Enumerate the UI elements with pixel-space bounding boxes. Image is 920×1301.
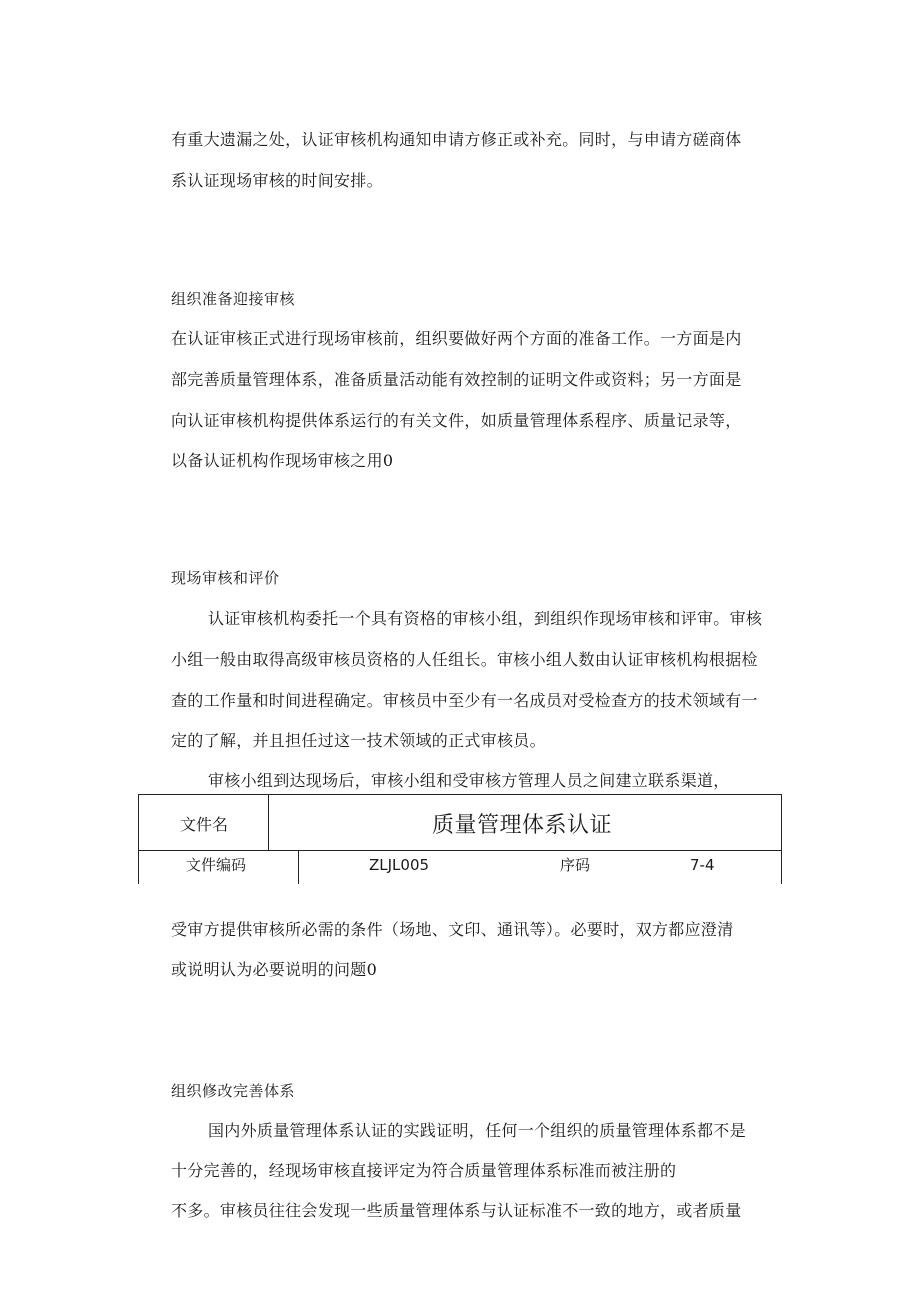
paragraph-line: 以备认证机构作现场审核之用0	[171, 451, 394, 470]
section-heading: 组织修改完善体系	[171, 1082, 296, 1100]
file-name-label: 文件名	[180, 815, 229, 834]
seq-label: 序码	[560, 856, 591, 874]
paragraph-line: 向认证审核机构提供体系运行的有关文件，如质量管理体系程序、质量记录等，	[171, 411, 742, 430]
section-heading: 现场审核和评价	[171, 569, 280, 587]
paragraph-line: 十分完善的，经现场审核直接评定为符合质量管理体系标准而被注册的	[171, 1161, 677, 1180]
section-heading: 组织准备迎接审核	[171, 290, 296, 308]
paragraph-line: 部完善质量管理体系，准备质量活动能有效控制的证明文件或资料；另一方面是	[171, 370, 742, 389]
file-name-value: 质量管理体系认证	[432, 813, 613, 838]
paragraph-line: 国内外质量管理体系认证的实践证明，任何一个组织的质量管理体系都不是	[208, 1121, 746, 1140]
paragraph-line: 受审方提供审核所必需的条件（场地、文印、通讯等）。必要时，双方都应澄清	[171, 920, 734, 939]
paragraph-line: 系认证现场审核的时间安排。	[171, 171, 383, 190]
paragraph-line: 有重大遗漏之处，认证审核机构通知申请方修正或补充。同时，与申请方磋商体	[171, 130, 742, 149]
table-border-middle	[138, 850, 782, 851]
seq-value: 7-4	[690, 856, 715, 874]
table-border-right	[781, 794, 782, 884]
paragraph-line: 小组一般由取得高级审核员资格的人任组长。审核小组人数由认证审核机构根据检	[171, 650, 758, 669]
table-border-top	[138, 794, 782, 795]
paragraph-line: 不多。审核员往往会发现一些质量管理体系与认证标准不一致的地方，或者质量	[171, 1201, 742, 1220]
paragraph-line: 定的了解，并且担任过这一技术领域的正式审核员。	[171, 731, 546, 750]
table-border-left	[138, 794, 139, 884]
paragraph-line: 查的工作量和时间进程确定。审核员中至少有一名成员对受检查方的技术领域有一	[171, 691, 758, 710]
paragraph-line: 认证审核机构委托一个具有资格的审核小组，到组织作现场审核和评审。审核	[208, 609, 763, 628]
file-code-value: ZLJL005	[369, 856, 430, 874]
document-header-table	[138, 794, 782, 884]
paragraph-line: 审核小组到达现场后，审核小组和受审核方管理人员之间建立联系渠道，	[208, 771, 730, 790]
table-border-divider	[298, 850, 299, 884]
table-border-divider	[268, 794, 269, 850]
paragraph-line: 或说明认为必要说明的问题0	[171, 960, 378, 979]
paragraph-line: 在认证审核正式进行现场审核前，组织要做好两个方面的准备工作。一方面是内	[171, 329, 742, 348]
file-code-label: 文件编码	[186, 856, 247, 874]
